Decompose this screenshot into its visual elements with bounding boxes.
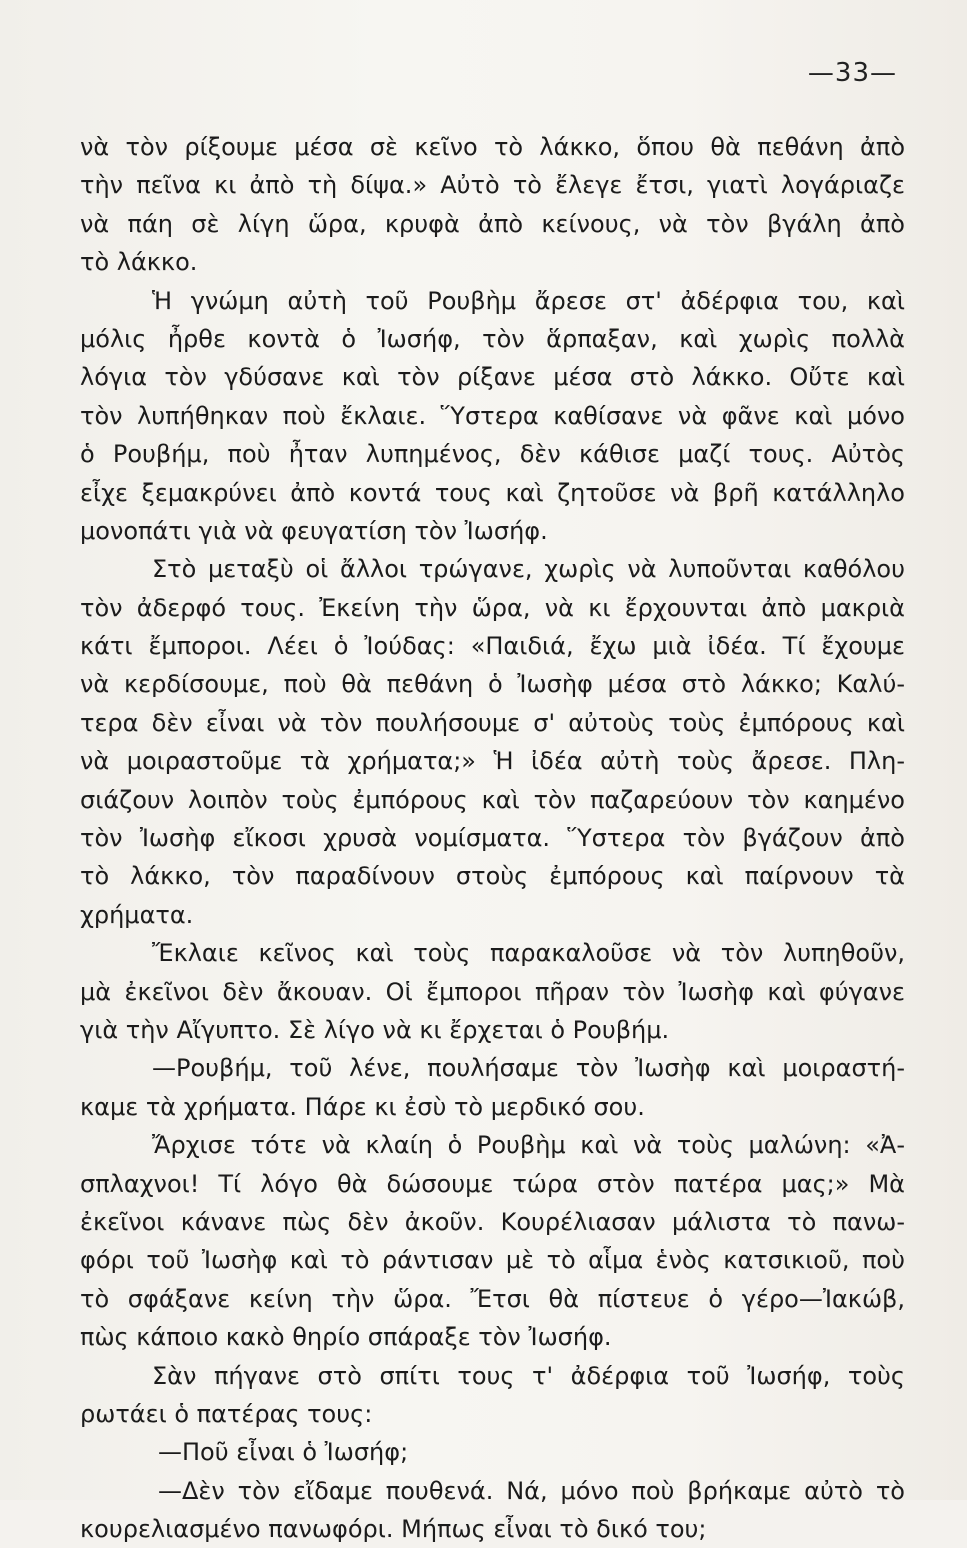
text-line: τὸν Ἰωσὴφ εἴκοσι χρυσὰ νομίσματα. Ὕστερα τὸν βγάζουν ἀπὸ: [80, 824, 905, 853]
text-line: νὰ τὸν ρίξουμε μέσα σὲ κεῖνο τὸ λάκκο, ὅπου θὰ πεθάνη ἀπὸ: [80, 133, 905, 161]
text-line: —Δὲν τὸν εἴδαμε πουθενά. Νά, μόνο ποὺ βρήκαμε αὐτὸ τὸ: [158, 1476, 905, 1505]
text-line: ρωτάει ὁ πατέρας τους:: [80, 1399, 373, 1428]
text-line: πὼς κάποιο κακὸ θηρίο σπάραξε τὸν Ἰωσήφ.: [80, 1323, 612, 1352]
text-line: μονοπάτι γιὰ νὰ φευγατίση τὸν Ἰωσήφ.: [80, 516, 548, 545]
text-line: μόλις ἦρθε κοντὰ ὁ Ἰωσήφ, τὸν ἅρπαξαν, καὶ χωρὶς πολλὰ: [80, 324, 905, 353]
text-line: εἶχε ξεμακρύνει ἀπὸ κοντά τους καὶ ζητοῦσε νὰ βρῆ κατάλληλο: [80, 478, 905, 507]
text-line: νὰ μοιραστοῦμε τὰ χρήματα;» Ἡ ἰδέα αὐτὴ τοὺς ἄρεσε. Πλη-: [80, 747, 905, 776]
text-line: σιάζουν λοιπὸν τοὺς ἐμπόρους καὶ τὸν παζαρεύουν τὸν καημένο: [80, 785, 905, 814]
text-line: τὸν λυπήθηκαν ποὺ ἔκλαιε. Ὕστερα καθίσανε νὰ φᾶνε καὶ μόνο: [80, 401, 905, 430]
text-line: νὰ πάη σὲ λίγη ὥρα, κρυφὰ ἀπὸ κείνους, νὰ τὸν βγάλη ἀπὸ: [80, 209, 905, 238]
text-line: —Ποῦ εἶναι ὁ Ἰωσήφ;: [158, 1438, 409, 1467]
text-line: τὴν πεῖνα κι ἀπὸ τὴ δίψα.» Αὐτὸ τὸ ἔλεγε ἔτσι, γιατὶ λογάριαζε: [80, 171, 905, 200]
page-number: —33—: [807, 58, 897, 88]
text-line: Ἡ γνώμη αὐτὴ τοῦ Ρουβὴμ ἄρεσε στ' ἀδέρφια του, καὶ: [152, 286, 905, 315]
text-line: τὸ λάκκο.: [80, 248, 198, 277]
text-line: καμε τὰ χρήματα. Πάρε κι ἐσὺ τὸ μερδικό σου.: [80, 1092, 645, 1121]
text-line: Στὸ μεταξὺ οἱ ἄλλοι τρώγανε, χωρὶς νὰ λυποῦνται καθόλου: [152, 555, 905, 584]
text-line: τὸ λάκκο, τὸν παραδίνουν στοὺς ἐμπόρους καὶ παίρνουν τὰ: [80, 862, 905, 891]
text-line: Ἔκλαιε κεῖνος καὶ τοὺς παρακαλοῦσε νὰ τὸν λυπηθοῦν,: [152, 939, 905, 968]
text-line: τερα δὲν εἶναι νὰ τὸν πουλήσουμε σ' αὐτοὺς τοὺς ἐμπόρους καὶ: [80, 708, 905, 737]
text-line: —Ρουβήμ, τοῦ λένε, πουλήσαμε τὸν Ἰωσὴφ καὶ μοιραστή-: [152, 1054, 905, 1083]
text-line: νὰ κερδίσουμε, ποὺ θὰ πεθάνη ὁ Ἰωσὴφ μέσα στὸ λάκκο; Καλύ-: [80, 670, 905, 699]
text-line: ὁ Ρουβήμ, ποὺ ἦταν λυπημένος, δὲν κάθισε μαζί τους. Αὐτὸς: [80, 440, 905, 469]
text-line: γιὰ τὴν Αἴγυπτο. Σὲ λίγο νὰ κι ἔρχεται ὁ Ρουβήμ.: [80, 1015, 670, 1044]
text-line: ἐκεῖνοι κάνανε πὼς δὲν ἀκοῦν. Κουρέλιασαν μάλιστα τὸ πανω-: [80, 1207, 905, 1236]
text-line: μὰ ἐκεῖνοι δὲν ἄκουαν. Οἱ ἔμποροι πῆραν τὸν Ἰωσὴφ καὶ φύγανε: [80, 977, 905, 1006]
text-line: κάτι ἔμποροι. Λέει ὁ Ἰούδας: «Παιδιά, ἔχω μιὰ ἰδέα. Τί ἔχουμε: [80, 632, 905, 661]
text-line: σπλαχνοι! Τί λόγο θὰ δώσουμε τώρα στὸν πατέρα μας;» Μὰ: [80, 1169, 905, 1198]
text-line: φόρι τοῦ Ἰωσὴφ καὶ τὸ ράντισαν μὲ τὸ αἷμα ἑνὸς κατσικιοῦ, ποὺ: [80, 1246, 905, 1275]
text-line: χρήματα.: [80, 900, 194, 929]
text-line: λόγια τὸν γδύσανε καὶ τὸν ρίξανε μέσα στὸ λάκκο. Οὔτε καὶ: [80, 363, 905, 392]
text-line: κουρελιασμένο πανωφόρι. Μήπως εἶναι τὸ δικό του;: [80, 1515, 707, 1544]
text-line: Ἄρχισε τότε νὰ κλαίη ὁ Ρουβὴμ καὶ νὰ τοὺς μαλώνη: «Ἀ-: [152, 1131, 905, 1160]
text-line: τὸν ἀδερφό τους. Ἐκείνη τὴν ὥρα, νὰ κι ἔρχουνται ἀπὸ μακριὰ: [80, 593, 905, 622]
body-text: [80, 128, 905, 1548]
text-line: Σὰν πήγανε στὸ σπίτι τους τ' ἀδέρφια τοῦ Ἰωσήφ, τοὺς: [152, 1361, 905, 1390]
text-line: τὸ σφάξανε κείνη τὴν ὥρα. Ἔτσι θὰ πίστευε ὁ γέρο—Ἰακώβ,: [80, 1284, 905, 1313]
